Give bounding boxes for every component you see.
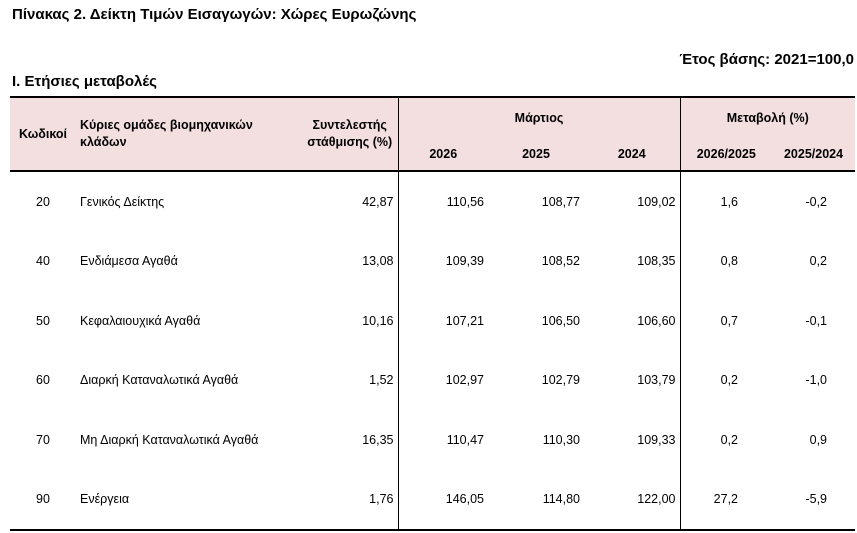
cell-2025: 108,77 <box>541 194 580 209</box>
cell-2025: 114,80 <box>488 470 584 531</box>
cell-change-1: 0,2 <box>680 410 772 470</box>
cell-name: Ενέργεια <box>76 470 302 531</box>
cell-change-2: 0,2 <box>809 254 828 269</box>
cell-change-2: -0,2 <box>805 194 828 209</box>
cell-weight: 16,35 <box>362 432 394 447</box>
cell-change-1: 27,2 <box>680 470 772 531</box>
cell-change-1: 1,6 <box>680 171 772 232</box>
header-year-2026: 2026 <box>398 138 488 171</box>
cell-change-1: 0,2 <box>680 351 772 411</box>
cell-change-1: 0,7 <box>680 291 772 351</box>
table-row <box>10 410 855 470</box>
cell-weight: 1,76 <box>302 470 398 531</box>
cell-weight: 1,52 <box>369 373 394 388</box>
cell-code: 40 <box>36 254 50 269</box>
cell-weight: 10,16 <box>362 313 394 328</box>
cell-change-2: -5,9 <box>772 470 855 531</box>
cell-2025: 102,79 <box>541 373 580 388</box>
cell-change-2: 0,9 <box>809 432 828 447</box>
page-title: Πίνακας 2. Δείκτη Τιμών Εισαγωγών: Χώρες Ευρωζώνης <box>12 6 417 23</box>
section-title: Ι. Ετήσιες μεταβολές <box>12 73 157 90</box>
cell-2024: 103,79 <box>637 373 676 388</box>
cell-2026: 109,39 <box>398 232 488 292</box>
header-change: Μεταβολή (%) <box>680 97 855 138</box>
cell-name: Μη Διαρκή Καταναλωτικά Αγαθά <box>80 432 259 447</box>
cell-2025: 110,30 <box>542 432 580 447</box>
cell-2024: 108,35 <box>637 254 676 269</box>
base-year-label: Έτος βάσης: 2021=100,0 <box>679 51 854 68</box>
header-year-2024: 2024 <box>584 138 680 171</box>
table-row <box>10 291 855 351</box>
cell-2026: 107,21 <box>398 291 488 351</box>
cell-code: 60 <box>36 373 50 388</box>
table-row <box>10 351 855 411</box>
cell-2025: 106,50 <box>541 313 580 328</box>
header-groups: Κύριες ομάδες βιομηχανικών κλάδων <box>76 97 302 171</box>
cell-2024: 109,02 <box>637 194 676 209</box>
table-row <box>10 470 855 531</box>
cell-name: Κεφαλαιουχικά Αγαθά <box>80 313 201 328</box>
header-weight: Συντελεστής στάθμισης (%) <box>302 97 398 171</box>
table-row <box>10 232 855 292</box>
cell-2024: 122,00 <box>584 470 680 531</box>
cell-2026: 102,97 <box>398 351 488 411</box>
cell-code: 50 <box>36 313 50 328</box>
cell-name: Διαρκή Καταναλωτικά Αγαθά <box>80 373 239 388</box>
cell-code: 90 <box>10 470 76 531</box>
cell-name: Γενικός Δείκτης <box>80 194 165 209</box>
header-change-2026-2025: 2026/2025 <box>680 138 772 171</box>
cell-2024: 106,60 <box>637 313 676 328</box>
header-march: Μάρτιος <box>398 97 680 138</box>
cell-change-2: -1,0 <box>805 373 828 388</box>
cell-2024: 109,33 <box>637 432 676 447</box>
price-index-table <box>10 96 855 531</box>
cell-code: 20 <box>36 194 50 209</box>
cell-change-1: 0,8 <box>680 232 772 292</box>
cell-change-2: -0,1 <box>805 313 828 328</box>
header-codes: Κωδικοί <box>10 97 76 171</box>
cell-2026: 146,05 <box>398 470 488 531</box>
cell-name: Ενδιάμεσα Αγαθά <box>80 254 178 269</box>
cell-weight: 42,87 <box>362 194 394 209</box>
cell-2026: 110,56 <box>398 171 488 232</box>
cell-2026: 110,47 <box>398 410 488 470</box>
header-year-2025: 2025 <box>488 138 584 171</box>
table-row <box>10 171 855 232</box>
cell-2025: 108,52 <box>541 254 580 269</box>
cell-code: 70 <box>36 432 50 447</box>
cell-weight: 13,08 <box>362 254 394 269</box>
header-change-2025-2024: 2025/2024 <box>772 138 855 171</box>
